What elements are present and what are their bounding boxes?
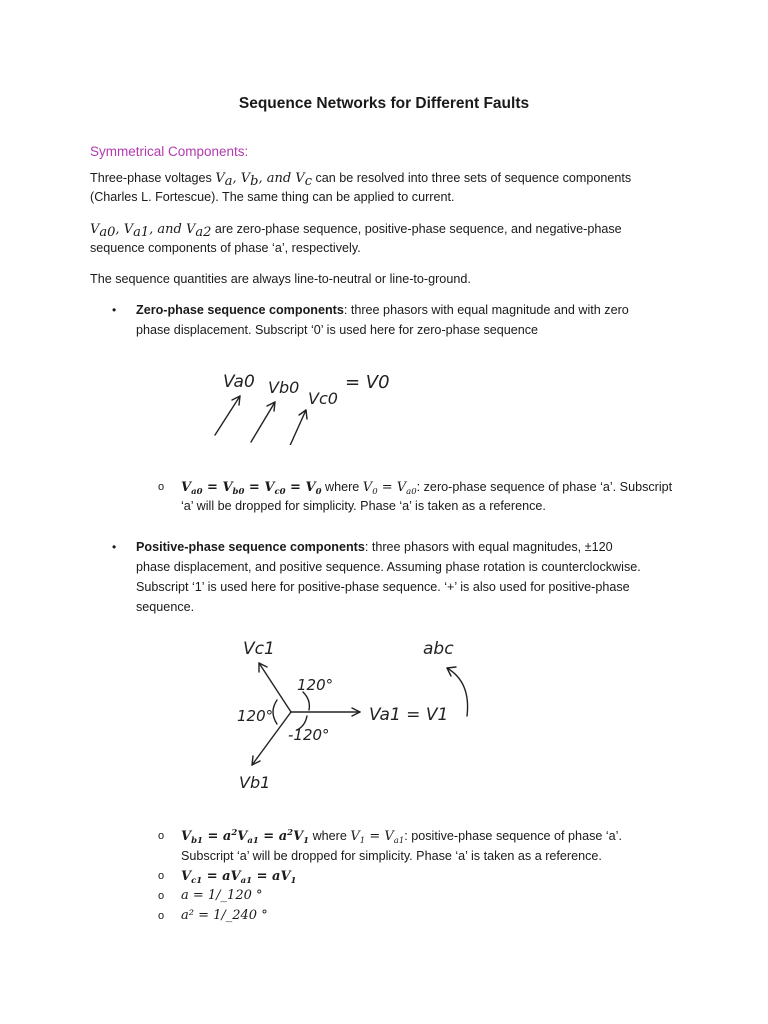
fig1-label-vc0: Vc0 [308, 389, 338, 408]
fig2-arrowhead-vc1 [259, 663, 267, 672]
page-title: Sequence Networks for Different Faults [238, 95, 530, 112]
fig1-arrow-b [251, 402, 275, 442]
bullet-2-line-4: sequence. [136, 600, 195, 614]
fig1-label-va0: Va0 [223, 372, 255, 392]
sub-bullet-1-line-1: $V_{a0} = V_{b0} = V_{c0} = V_0$ where $V_0 = V_{a0}$: zero-phase sequence of phase ‘a’. Subscript [181, 480, 673, 497]
paragraph-1-line-1: Three-phase voltages $V_a$, $V_b$, and $V_c$ can be resolved into three sets of sequence components [90, 171, 632, 189]
section-heading: Symmetrical Components: [90, 144, 249, 159]
fig2-arc-top [303, 692, 309, 710]
sub-bullet-2-line-1: $V_{b1} = a^2V_{a1} = a^2V_1$ where $V_1 = V_{a1}$: positive-phase sequence of phase ‘a’. [181, 828, 622, 846]
sub-bullet-marker: o [158, 910, 165, 922]
fig1-arrow-a [215, 396, 240, 435]
paragraph-1-line-2: (Charles L. Fortescue). The same thing can be applied to current. [90, 190, 455, 204]
fig2-angle-left: 120° [237, 707, 274, 725]
zero-sequence-figure [195, 360, 405, 445]
paragraph-2-line-2: sequence components of phase ‘a’, respectively. [90, 241, 361, 255]
sub-bullet-marker: o [158, 481, 165, 493]
fig2-angle-top: 120° [297, 676, 334, 694]
bullet-1-line-1: Zero-phase sequence components: three phasors with equal magnitude and with zero [136, 303, 629, 317]
paragraph-3: The sequence quantities are always line-to-neutral or line-to-ground. [90, 272, 471, 286]
bullet-1-line-2: phase displacement. Subscript ‘0’ is used here for zero-phase sequence [136, 323, 539, 337]
fig2-angle-bottom: -120° [288, 726, 330, 744]
positive-sequence-figure [225, 630, 495, 802]
sub-bullet-3: $V_{c1} = aV_{a1} = aV_1$ [181, 869, 297, 886]
sub-bullet-1-line-2: ‘a’ will be dropped for simplicity. Phase ‘a’ is taken as a reference. [181, 499, 546, 513]
sub-bullet-marker: o [158, 830, 165, 842]
paragraph-2-line-1: $V_{a0}$, $V_{a1}$, and $V_{a2}$ are zero-phase sequence, positive-phase sequence, and negative-phase [90, 222, 622, 240]
fig1-arrow-c [288, 410, 306, 445]
fig2-label-va1: Va1 = V1 [369, 705, 449, 725]
sub-bullet-4: a = 1/_120 ° [181, 888, 263, 903]
fig2-label-vb1: Vb1 [239, 773, 271, 792]
sub-bullet-marker: o [158, 870, 165, 882]
fig1-label-vb0: Vb0 [268, 378, 300, 397]
sub-bullet-marker: o [158, 890, 165, 902]
bullet-marker: • [112, 303, 117, 317]
fig2-label-abc: abc [423, 639, 454, 659]
fig2-arc-left [273, 700, 277, 724]
sub-bullet-2-line-2: Subscript ‘a’ will be dropped for simplicity. Phase ‘a’ is taken as a reference. [181, 849, 602, 863]
bullet-2-line-1: Positive-phase sequence components: three phasors with equal magnitudes, ±120 [136, 540, 613, 554]
fig1-equals-v0: = V0 [345, 372, 390, 393]
bullet-marker: • [112, 540, 117, 554]
fig2-label-vc1: Vc1 [243, 639, 275, 659]
bullet-2-line-2: phase displacement, and positive sequence. Assuming phase rotation is counterclockwise. [136, 560, 641, 574]
fig1-arrowhead-a [232, 396, 240, 405]
sub-bullet-5: a² = 1/_240 ° [181, 908, 268, 923]
bullet-2-line-3: Subscript ‘1’ is used here for positive-phase sequence. ‘+’ is also used for positive-phase [136, 580, 630, 594]
